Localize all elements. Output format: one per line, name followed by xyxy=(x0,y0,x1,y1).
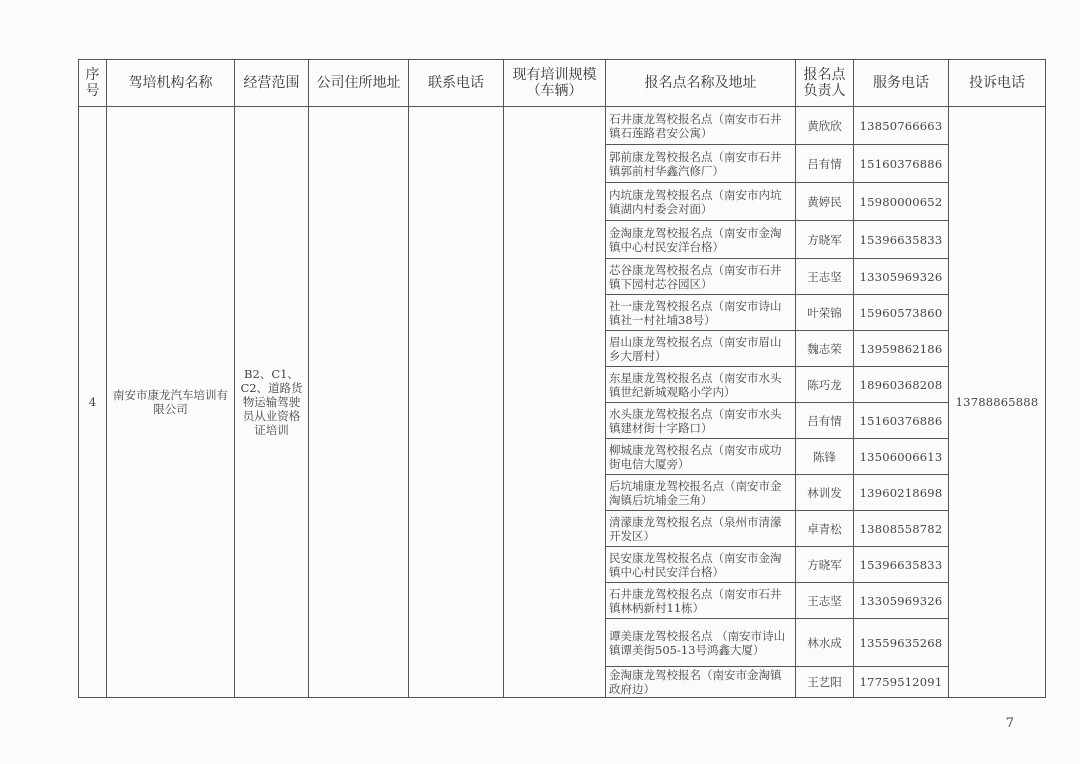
reg-point-address: 东星康龙驾校报名点（南安市水头镇世纪新城观略小学内） xyxy=(606,367,796,403)
reg-point-person: 林训发 xyxy=(796,475,854,511)
reg-point-person: 陈巧龙 xyxy=(796,367,854,403)
reg-point-person: 王志坚 xyxy=(796,583,854,619)
page-number: 7 xyxy=(1005,716,1014,731)
reg-point-address: 眉山康龙驾校报名点（南安市眉山乡大厝村） xyxy=(606,331,796,367)
service-phone: 13808558782 xyxy=(854,511,949,547)
reg-point-address: 柳城康龙驾校报名点（南安市成功街电信大厦旁） xyxy=(606,439,796,475)
reg-point-person: 叶荣锦 xyxy=(796,295,854,331)
registration-table xyxy=(78,59,1046,698)
reg-point-address: 石井康龙驾校报名点（南安市石井镇石莲路君安公寓） xyxy=(606,107,796,145)
reg-point-address: 清濛康龙驾校报名点（泉州市清濛开发区） xyxy=(606,511,796,547)
service-phone: 13305969326 xyxy=(854,259,949,295)
service-phone: 15396635833 xyxy=(854,221,949,259)
record-org: 南安市康龙汽车培训有限公司 xyxy=(107,107,235,698)
reg-point-address: 社一康龙驾校报名点（南安市诗山镇社一村社埔38号） xyxy=(606,295,796,331)
reg-point-person: 卓青松 xyxy=(796,511,854,547)
reg-point-address: 石井康龙驾校报名点（南安市石井镇林柄新村11栋） xyxy=(606,583,796,619)
reg-point-address: 内坑康龙驾校报名点（南安市内坑镇湖内村委会对面） xyxy=(606,183,796,221)
service-phone: 18960368208 xyxy=(854,367,949,403)
col-scale: 现有培训规模（车辆） xyxy=(504,60,606,107)
header-row xyxy=(79,60,1046,107)
service-phone: 17759512091 xyxy=(854,667,949,698)
service-phone: 13959862186 xyxy=(854,331,949,367)
col-org: 驾培机构名称 xyxy=(107,60,235,107)
service-phone: 15980000652 xyxy=(854,183,949,221)
service-phone: 13559635268 xyxy=(854,619,949,667)
reg-point-address: 金淘康龙驾校报名（南安市金淘镇政府边） xyxy=(606,667,796,698)
reg-point-person: 黄欣欣 xyxy=(796,107,854,145)
reg-point-person: 王艺阳 xyxy=(796,667,854,698)
service-phone: 13850766663 xyxy=(854,107,949,145)
col-person: 报名点负责人 xyxy=(796,60,854,107)
reg-point-address: 水头康龙驾校报名点（南安市水头镇建材街十字路口） xyxy=(606,403,796,439)
service-phone: 13960218698 xyxy=(854,475,949,511)
record-address xyxy=(309,107,409,698)
col-address: 公司住所地址 xyxy=(309,60,409,107)
reg-point-address: 芯谷康龙驾校报名点（南安市石井镇下园村芯谷园区） xyxy=(606,259,796,295)
col-service: 服务电话 xyxy=(854,60,949,107)
service-phone: 13305969326 xyxy=(854,583,949,619)
reg-point-address: 后坑埔康龙驾校报名点（南安市金淘镇后坑埔金三角） xyxy=(606,475,796,511)
complaint-phone: 13788865888 xyxy=(949,107,1046,698)
col-phone: 联系电话 xyxy=(409,60,504,107)
reg-point-person: 陈锋 xyxy=(796,439,854,475)
table-row xyxy=(79,107,1046,145)
reg-point-address: 民安康龙驾校报名点（南安市金淘镇中心村民安洋台格） xyxy=(606,547,796,583)
reg-point-person: 王志坚 xyxy=(796,259,854,295)
reg-point-person: 吕有情 xyxy=(796,145,854,183)
reg-point-address: 金淘康龙驾校报名点（南安市金淘镇中心村民安洋台格） xyxy=(606,221,796,259)
record-scale xyxy=(504,107,606,698)
service-phone: 15160376886 xyxy=(854,403,949,439)
reg-point-person: 吕有情 xyxy=(796,403,854,439)
reg-point-person: 方晓军 xyxy=(796,221,854,259)
reg-point-person: 黄婷民 xyxy=(796,183,854,221)
service-phone: 15396635833 xyxy=(854,547,949,583)
table-body xyxy=(79,107,1046,698)
reg-point-person: 林水成 xyxy=(796,619,854,667)
col-reg-point: 报名点名称及地址 xyxy=(606,60,796,107)
reg-point-address: 谭美康龙驾校报名点 （南安市诗山镇谭美街505-13号鸿鑫大厦） xyxy=(606,619,796,667)
service-phone: 13506006613 xyxy=(854,439,949,475)
col-scope: 经营范围 xyxy=(235,60,309,107)
reg-point-address: 郭前康龙驾校报名点（南安市石井镇郭前村华鑫汽修厂） xyxy=(606,145,796,183)
record-scope: B2、C1、C2、道路货物运输驾驶员从业资格证培训 xyxy=(235,107,309,698)
reg-point-person: 方晓军 xyxy=(796,547,854,583)
col-complaint: 投诉电话 xyxy=(949,60,1046,107)
record-seq: 4 xyxy=(79,107,107,698)
reg-point-person: 魏志荣 xyxy=(796,331,854,367)
record-phone xyxy=(409,107,504,698)
service-phone: 15960573860 xyxy=(854,295,949,331)
col-seq: 序号 xyxy=(79,60,107,107)
service-phone: 15160376886 xyxy=(854,145,949,183)
